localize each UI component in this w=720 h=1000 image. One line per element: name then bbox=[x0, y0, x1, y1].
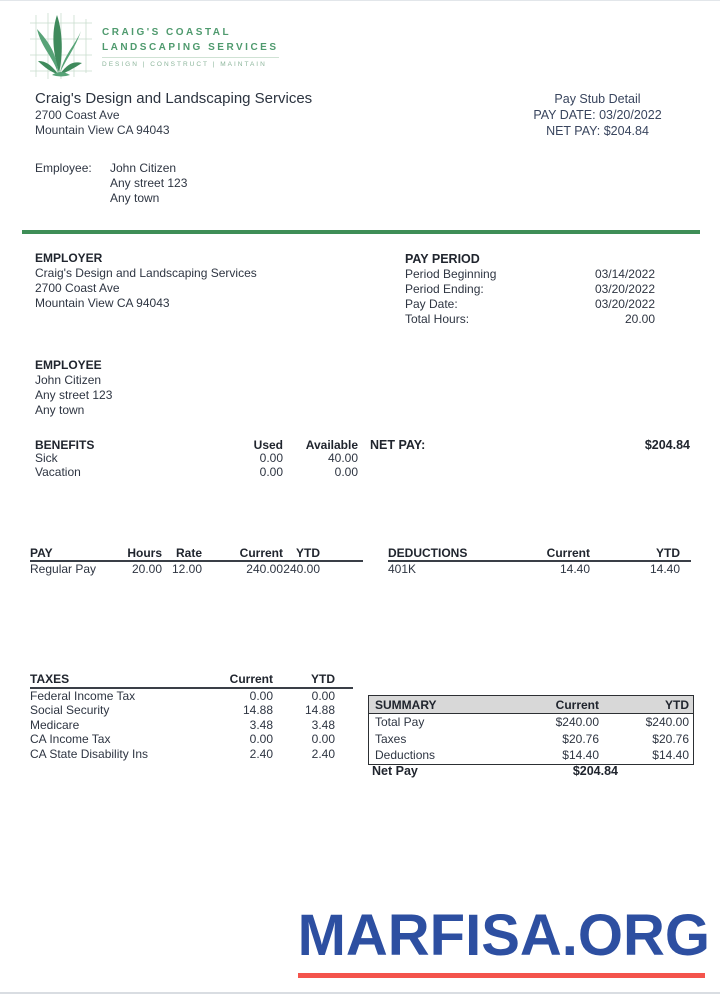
table-cell: 240.00 bbox=[202, 561, 283, 576]
table-cell: $20.76 bbox=[562, 731, 599, 746]
pay-period-table bbox=[405, 267, 655, 327]
taxes-section bbox=[30, 672, 353, 761]
logo-title-line1: CRAIG'S COASTAL bbox=[102, 27, 232, 38]
table-cell: 20.00 bbox=[624, 312, 655, 326]
table-row bbox=[369, 747, 693, 764]
plant-icon bbox=[28, 11, 94, 81]
table-row bbox=[30, 703, 353, 718]
table-row bbox=[369, 714, 693, 731]
table-cell: Pay Date: bbox=[405, 297, 458, 311]
table-cell: 14.40 bbox=[518, 561, 590, 576]
table-cell: 0.00 bbox=[259, 451, 283, 465]
table-cell: 0.00 bbox=[259, 464, 283, 479]
logo-text bbox=[102, 25, 279, 69]
company-name: Craig's Design and Landscaping Services bbox=[35, 90, 313, 107]
employee-label: Employee: bbox=[35, 161, 92, 175]
employer-name: Craig's Design and Landscaping Services bbox=[35, 266, 257, 280]
table-row bbox=[369, 731, 693, 748]
summary-section bbox=[368, 695, 694, 765]
table-row bbox=[30, 747, 353, 762]
table-cell: Medicare bbox=[30, 717, 80, 732]
green-divider bbox=[22, 230, 700, 234]
table-cell: 0.00 bbox=[334, 464, 358, 479]
table-cell: 03/20/2022 bbox=[594, 282, 655, 296]
table-row bbox=[30, 561, 363, 576]
table-cell: 14.88 bbox=[242, 703, 273, 717]
table-cell: $14.40 bbox=[652, 748, 689, 762]
summary-header-row bbox=[369, 696, 693, 714]
net-pay-label: NET PAY: bbox=[370, 438, 426, 452]
table-cell: 14.40 bbox=[590, 561, 691, 576]
employer-title: EMPLOYER bbox=[35, 251, 103, 265]
table-cell: 401K bbox=[388, 561, 518, 576]
employee-address-line2: Any town bbox=[110, 191, 160, 205]
column-header: DEDUCTIONS bbox=[388, 546, 518, 561]
net-pay-bottom-value: $204.84 bbox=[572, 764, 618, 778]
employee-top-block bbox=[35, 161, 187, 206]
table-cell: CA State Disability Ins bbox=[30, 746, 149, 761]
table-cell: 03/14/2022 bbox=[594, 267, 655, 281]
pay-table bbox=[30, 546, 363, 576]
column-header: TAXES bbox=[30, 672, 180, 688]
benefits-section bbox=[35, 438, 358, 479]
column-header: Used bbox=[253, 438, 283, 452]
table-cell: Period Beginning bbox=[405, 267, 497, 281]
column-header: Hours bbox=[100, 546, 162, 561]
company-address-line2: Mountain View CA 94043 bbox=[35, 123, 170, 137]
column-header: SUMMARY bbox=[369, 696, 489, 714]
column-header: Current bbox=[518, 546, 590, 561]
paystub-title: Pay Stub Detail bbox=[554, 92, 641, 106]
table-row bbox=[30, 732, 353, 747]
table-cell: 0.00 bbox=[273, 688, 353, 704]
pay-header-row bbox=[30, 546, 363, 561]
table-cell: $240.00 bbox=[645, 715, 689, 729]
table-row bbox=[405, 312, 655, 327]
company-address-line1: 2700 Coast Ave bbox=[35, 108, 120, 122]
footer-brand-underline bbox=[298, 973, 705, 978]
net-pay-bottom-label: Net Pay bbox=[372, 764, 418, 778]
table-cell: 240.00 bbox=[283, 561, 363, 576]
table-cell: 2.40 bbox=[249, 746, 273, 761]
column-header: Current bbox=[202, 546, 283, 561]
column-header: BENEFITS bbox=[35, 438, 95, 452]
table-cell: Deductions bbox=[375, 748, 436, 762]
table-cell: 12.00 bbox=[162, 561, 202, 576]
column-header: YTD bbox=[273, 672, 353, 688]
employer-block bbox=[35, 251, 257, 311]
table-cell: 3.48 bbox=[249, 717, 273, 732]
table-cell: Period Ending: bbox=[405, 282, 484, 296]
benefits-header-row bbox=[35, 438, 358, 452]
pay-period-block bbox=[405, 251, 655, 327]
employee-name-2: John Citizen bbox=[35, 373, 102, 387]
table-row bbox=[35, 452, 358, 466]
benefits-table bbox=[35, 438, 358, 479]
taxes-table bbox=[30, 672, 353, 761]
table-row bbox=[405, 267, 655, 282]
table-row bbox=[30, 718, 353, 733]
employer-address-line1: 2700 Coast Ave bbox=[35, 281, 120, 295]
logo-tagline: DESIGN | CONSTRUCT | MAINTAIN bbox=[102, 57, 279, 69]
table-cell: 3.48 bbox=[311, 717, 335, 732]
footer-brand bbox=[297, 903, 710, 978]
deductions-table bbox=[388, 546, 691, 576]
deductions-header-row bbox=[388, 546, 691, 561]
table-cell: Social Security bbox=[30, 703, 110, 717]
employee-block bbox=[35, 358, 112, 418]
net-pay-bottom bbox=[372, 764, 618, 778]
table-row bbox=[388, 561, 691, 576]
pay-section bbox=[30, 546, 363, 576]
column-header: YTD bbox=[590, 546, 691, 561]
table-cell: $14.40 bbox=[562, 748, 599, 762]
pay-period-title: PAY PERIOD bbox=[405, 252, 480, 266]
employee-section-title: EMPLOYEE bbox=[35, 358, 102, 372]
column-header: Current bbox=[180, 672, 273, 688]
column-header: Available bbox=[305, 438, 358, 452]
table-cell: 0.00 bbox=[180, 688, 273, 704]
table-row bbox=[405, 297, 655, 312]
table-cell: 40.00 bbox=[327, 451, 358, 465]
net-pay-value: $204.84 bbox=[644, 438, 690, 452]
table-cell: 0.00 bbox=[249, 732, 273, 746]
table-cell: 0.00 bbox=[311, 732, 335, 746]
employee-address2-line2: Any town bbox=[35, 403, 85, 417]
table-cell: $20.76 bbox=[652, 731, 689, 746]
table-cell: 20.00 bbox=[100, 561, 162, 576]
table-cell: 14.88 bbox=[304, 703, 335, 717]
deductions-section bbox=[388, 546, 691, 576]
net-pay-line: NET PAY: $204.84 bbox=[546, 124, 649, 138]
column-header: YTD bbox=[603, 696, 693, 714]
bottom-scan-line bbox=[0, 992, 720, 994]
net-pay-middle bbox=[370, 438, 690, 452]
footer-brand-text: MARFISA.ORG bbox=[297, 903, 710, 968]
column-header: YTD bbox=[283, 546, 363, 561]
column-header: Rate bbox=[162, 546, 202, 561]
table-cell: Total Pay bbox=[375, 715, 425, 729]
pay-date-line: PAY DATE: 03/20/2022 bbox=[533, 108, 662, 122]
employee-name: John Citizen bbox=[110, 161, 177, 175]
column-header: PAY bbox=[30, 546, 100, 561]
employer-address-line2: Mountain View CA 94043 bbox=[35, 296, 170, 310]
table-row bbox=[35, 466, 358, 480]
company-address-block bbox=[35, 89, 312, 138]
table-cell: $240.00 bbox=[555, 715, 599, 729]
logo-title-line2: LANDSCAPING SERVICES bbox=[102, 42, 279, 53]
company-logo bbox=[28, 11, 279, 81]
table-cell: Total Hours: bbox=[405, 312, 470, 326]
paystub-detail-block bbox=[485, 91, 710, 139]
table-cell: 2.40 bbox=[311, 746, 335, 761]
employee-address-line1: Any street 123 bbox=[110, 176, 188, 190]
taxes-header-row bbox=[30, 672, 353, 688]
table-cell: CA Income Tax bbox=[30, 732, 111, 746]
table-cell: Federal Income Tax bbox=[30, 688, 180, 704]
table-cell: Regular Pay bbox=[30, 561, 100, 576]
employee-address2-line1: Any street 123 bbox=[35, 388, 113, 402]
table-row bbox=[30, 688, 353, 704]
table-row bbox=[405, 282, 655, 297]
table-cell: Taxes bbox=[375, 731, 407, 746]
summary-table bbox=[368, 695, 694, 765]
table-cell: Sick bbox=[35, 451, 58, 465]
table-cell: Vacation bbox=[35, 464, 81, 479]
employee-top-lines bbox=[110, 161, 187, 206]
table-cell: 03/20/2022 bbox=[594, 297, 655, 311]
column-header: Current bbox=[489, 696, 603, 714]
